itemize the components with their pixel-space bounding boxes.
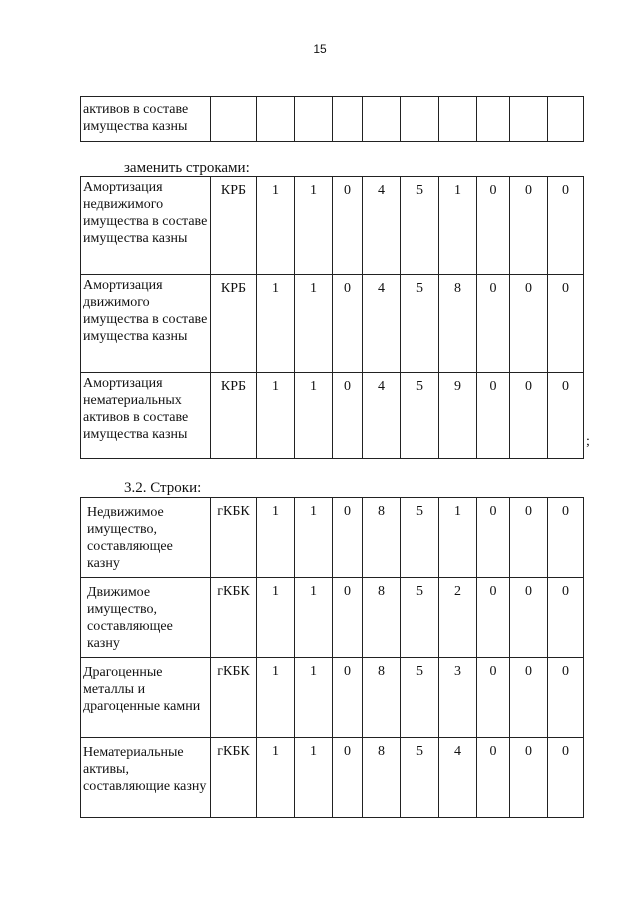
digit-cell: 1 (257, 738, 295, 818)
row-name: Нематериальные активы, составляющие казну (81, 738, 211, 818)
digit-cell: 1 (257, 498, 295, 578)
digit-cell (257, 97, 295, 142)
digit-cell: 0 (477, 373, 510, 459)
digit-cell: 0 (333, 738, 363, 818)
code-cell: гКБК (211, 578, 257, 658)
digit-cell: 9 (439, 373, 477, 459)
table-row (81, 275, 584, 373)
digit-cell: 2 (439, 578, 477, 658)
digit-cell: 0 (333, 177, 363, 275)
digit-cell: 1 (257, 373, 295, 459)
table-row (81, 578, 584, 658)
digit-cell: 0 (510, 738, 548, 818)
digit-cell: 8 (363, 498, 401, 578)
code-cell: КРБ (211, 373, 257, 459)
code-cell: гКБК (211, 658, 257, 738)
digit-cell: 4 (363, 373, 401, 459)
replacement-table (80, 176, 584, 459)
row-name: Недвижимое имущество, составляющее казну (81, 498, 211, 578)
table-row (81, 498, 584, 578)
digit-cell: 0 (477, 177, 510, 275)
digit-cell: 5 (401, 275, 439, 373)
digit-cell: 0 (548, 658, 584, 738)
code-cell: гКБК (211, 498, 257, 578)
digit-cell: 5 (401, 578, 439, 658)
digit-cell: 0 (510, 658, 548, 738)
digit-cell (333, 97, 363, 142)
digit-cell: 1 (257, 177, 295, 275)
digit-cell: 1 (295, 373, 333, 459)
digit-cell: 0 (548, 177, 584, 275)
row-name: Амортизация движимого имущества в составе имущества казны (81, 275, 211, 373)
digit-cell: 0 (477, 738, 510, 818)
digit-cell: 1 (295, 275, 333, 373)
digit-cell: 0 (548, 275, 584, 373)
digit-cell: 5 (401, 373, 439, 459)
digit-cell: 1 (439, 498, 477, 578)
semicolon: ; (586, 434, 590, 449)
replace-label: заменить строками: (124, 160, 250, 176)
digit-cell: 1 (257, 578, 295, 658)
code-cell: КРБ (211, 275, 257, 373)
code-cell (211, 97, 257, 142)
digit-cell: 1 (295, 498, 333, 578)
digit-cell: 5 (401, 658, 439, 738)
table-row (81, 373, 584, 459)
digit-cell: 1 (295, 578, 333, 658)
digit-cell (295, 97, 333, 142)
digit-cell: 3 (439, 658, 477, 738)
digit-cell: 0 (477, 498, 510, 578)
row-name: Драгоценные металлы и драгоценные камни (81, 658, 211, 738)
fragment-table (80, 96, 584, 142)
digit-cell: 1 (439, 177, 477, 275)
digit-cell: 0 (477, 578, 510, 658)
digit-cell: 0 (333, 275, 363, 373)
digit-cell: 0 (477, 658, 510, 738)
digit-cell: 0 (333, 578, 363, 658)
digit-cell (548, 97, 584, 142)
digit-cell: 0 (477, 275, 510, 373)
digit-cell: 0 (548, 578, 584, 658)
digit-cell: 5 (401, 738, 439, 818)
digit-cell: 0 (333, 373, 363, 459)
digit-cell: 1 (295, 177, 333, 275)
digit-cell (477, 97, 510, 142)
code-cell: гКБК (211, 738, 257, 818)
table-row (81, 177, 584, 275)
digit-cell (510, 97, 548, 142)
digit-cell: 0 (510, 177, 548, 275)
digit-cell: 5 (401, 177, 439, 275)
digit-cell: 4 (363, 177, 401, 275)
page-number: 15 (313, 42, 327, 56)
digit-cell: 8 (439, 275, 477, 373)
digit-cell: 0 (510, 498, 548, 578)
digit-cell: 0 (548, 738, 584, 818)
row-name: Амортизация недвижимого имущества в составе имущества казны (81, 177, 211, 275)
row-name: активов в составе имущества казны (81, 97, 211, 142)
digit-cell (439, 97, 477, 142)
code-cell: КРБ (211, 177, 257, 275)
digit-cell: 0 (510, 275, 548, 373)
section-label: 3.2. Строки: (124, 480, 202, 496)
table-row (81, 658, 584, 738)
section-table (80, 497, 584, 818)
digit-cell: 4 (363, 275, 401, 373)
digit-cell: 0 (333, 498, 363, 578)
row-name: Движимое имущество, составляющее казну (81, 578, 211, 658)
digit-cell (401, 97, 439, 142)
digit-cell: 5 (401, 498, 439, 578)
digit-cell: 0 (548, 373, 584, 459)
digit-cell: 0 (333, 658, 363, 738)
digit-cell: 0 (510, 578, 548, 658)
digit-cell: 1 (295, 738, 333, 818)
digit-cell: 1 (257, 658, 295, 738)
row-name: Амортизация нематериальных активов в составе имущества казны (81, 373, 211, 459)
digit-cell: 1 (295, 658, 333, 738)
digit-cell: 1 (257, 275, 295, 373)
digit-cell (363, 97, 401, 142)
digit-cell: 0 (510, 373, 548, 459)
digit-cell: 8 (363, 658, 401, 738)
digit-cell: 8 (363, 578, 401, 658)
digit-cell: 0 (548, 498, 584, 578)
digit-cell: 8 (363, 738, 401, 818)
table-row (81, 97, 584, 142)
digit-cell: 4 (439, 738, 477, 818)
table-row (81, 738, 584, 818)
